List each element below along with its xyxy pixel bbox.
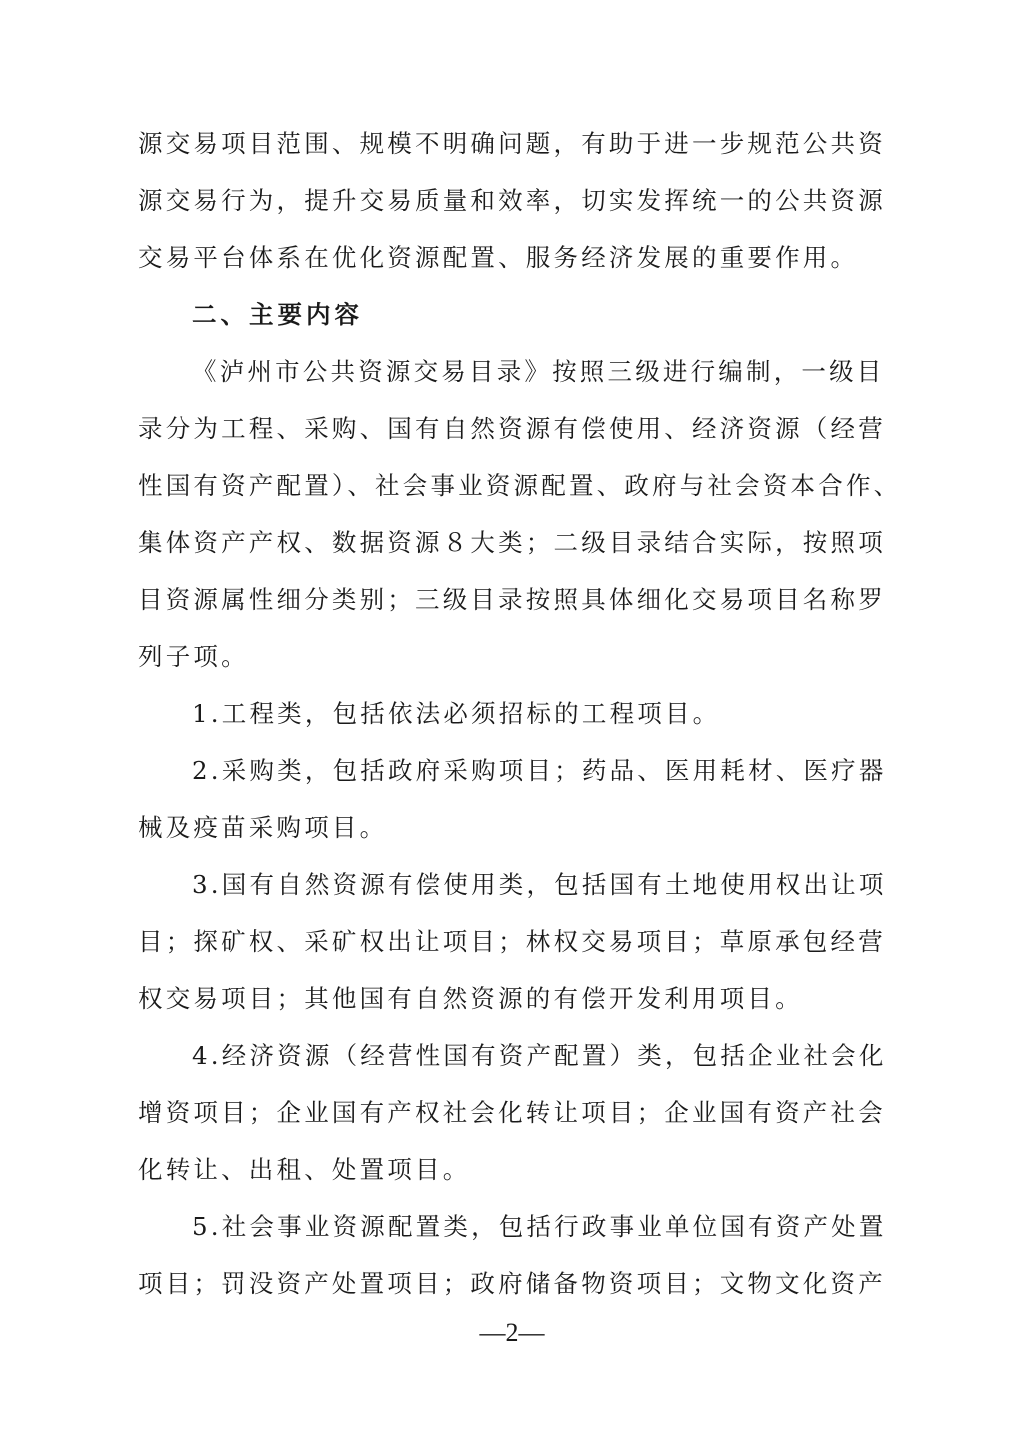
text-line: 目资源属性细分类别；三级目录按照具体细化交易项目名称罗 <box>138 585 886 614</box>
page-number: —2— <box>479 1318 545 1347</box>
section-heading: 二、主要内容 <box>192 300 363 329</box>
body-text <box>138 115 902 1312</box>
text-line: 1.工程类，包括依法必须招标的工程项目。 <box>192 699 721 728</box>
text-line: 3.国有自然资源有偿使用类，包括国有土地使用权出让项 <box>192 870 887 899</box>
text-line: 2.采购类，包括政府采购项目；药品、医用耗材、医疗器 <box>192 756 887 785</box>
text-line: 录分为工程、采购、国有自然资源有偿使用、经济资源（经营 <box>138 414 886 443</box>
text-line: 项目；罚没资产处置项目；政府储备物资项目；文物文化资产 <box>138 1269 886 1298</box>
text-line: 4.经济资源（经营性国有资产配置）类，包括企业社会化 <box>192 1041 887 1070</box>
text-line: 《泸州市公共资源交易目录》按照三级进行编制，一级目 <box>192 357 885 386</box>
text-line: 目；探矿权、采矿权出让项目；林权交易项目；草原承包经营 <box>138 927 886 956</box>
text-line: 集体资产产权、数据资源８大类；二级目录结合实际，按照项 <box>138 528 886 557</box>
text-line: 5.社会事业资源配置类，包括行政事业单位国有资产处置 <box>192 1212 887 1241</box>
text-line: 权交易项目；其他国有自然资源的有偿开发利用项目。 <box>138 984 803 1013</box>
text-line: 列子项。 <box>138 642 249 671</box>
text-line: 械及疫苗采购项目。 <box>138 813 388 842</box>
text-line: 性国有资产配置）、社会事业资源配置、政府与社会资本合作、 <box>138 471 902 500</box>
text-line: 源交易行为，提升交易质量和效率，切实发挥统一的公共资源 <box>138 186 886 215</box>
text-line: 增资项目；企业国有产权社会化转让项目；企业国有资产社会 <box>138 1098 886 1127</box>
text-line: 源交易项目范围、规模不明确问题，有助于进一步规范公共资 <box>138 129 886 158</box>
text-line: 化转让、出租、处置项目。 <box>138 1155 471 1184</box>
text-line: 交易平台体系在优化资源配置、服务经济发展的重要作用。 <box>138 243 859 272</box>
